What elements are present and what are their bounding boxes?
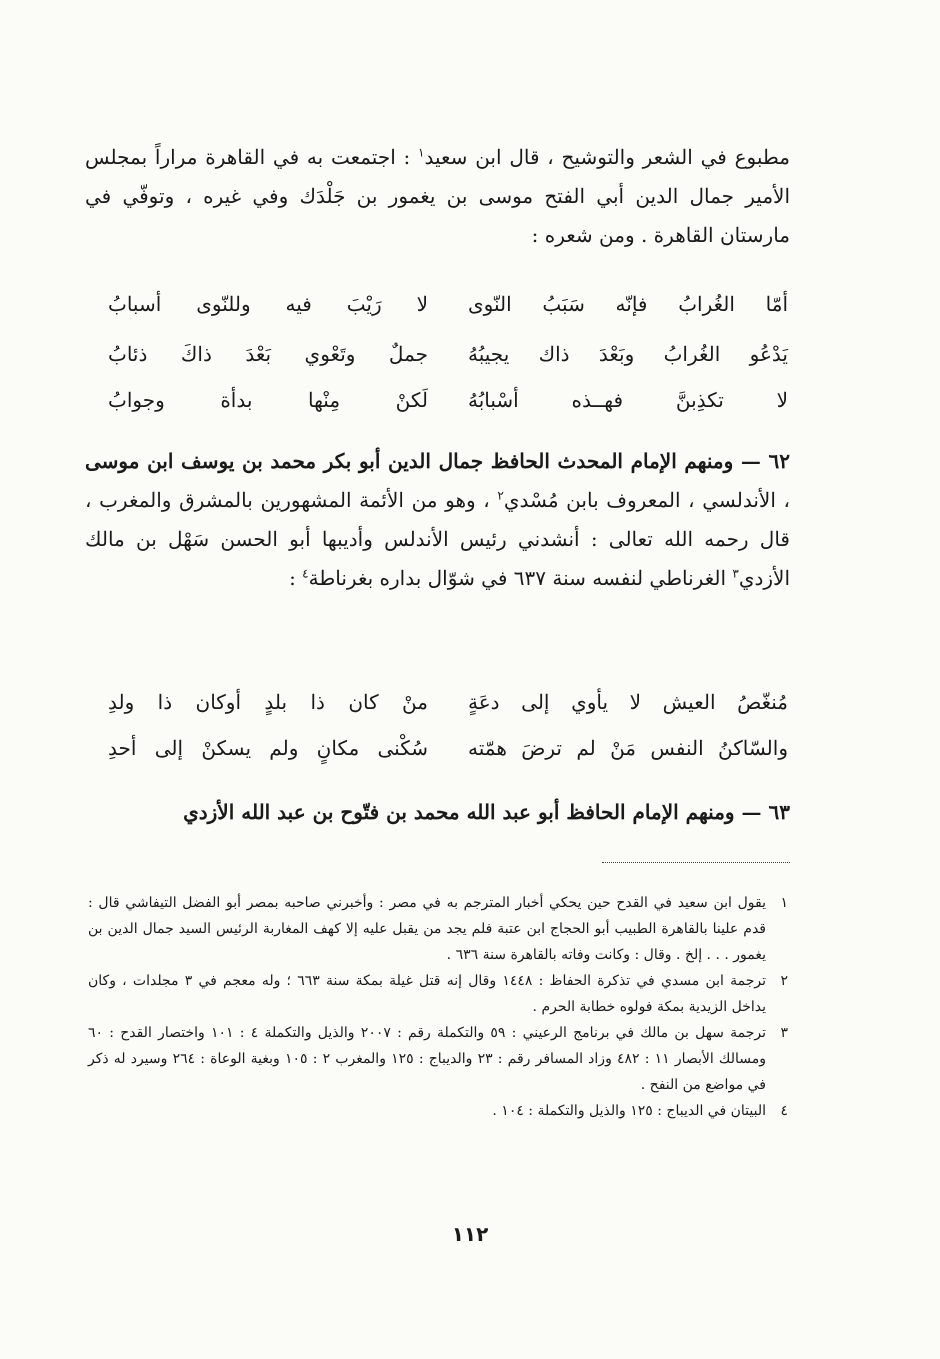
poem2-line-1 bbox=[108, 682, 788, 722]
entry-text-a: ، الأندلسي ، المعروف بابن مُسْدي bbox=[503, 488, 790, 512]
entry-62 bbox=[85, 442, 790, 598]
footnote-text: يقول ابن سعيد في القدح حين يحكي أخبار المترجم به في مصر : وأخبرني صاحبه بمصر أبو الفضل التيفاشي قال : قدم علينا بالقاهرة الطبيب أبو الحجاج ابن عتبة فلم يجد من يقبل عليه إلا كهف المغاربة الرئيس السيد جمال الدين بن يغمور . . . إلخ . وقال : وكانت وفاته بالقاهرة سنة ٦٣٦ . bbox=[88, 895, 766, 963]
page-number: ١١٢ bbox=[451, 1222, 489, 1246]
poem1-line-1 bbox=[108, 284, 788, 324]
poem1-line-2 bbox=[108, 334, 788, 374]
entry-number: ٦٣ bbox=[768, 800, 790, 824]
footnote-number: ١ bbox=[780, 895, 788, 911]
poem1-line-3 bbox=[108, 380, 788, 420]
hemistich-second: منْ كان ذا بلدٍ أوكان ذا ولدِ bbox=[108, 690, 428, 714]
footnote-2 bbox=[88, 968, 788, 1020]
footnote-number: ٤ bbox=[780, 1103, 788, 1119]
footnote-text: البيتان في الديباج : ١٢٥ والذيل والتكملة : ١٠٤ . bbox=[492, 1103, 766, 1119]
footnote-text: ترجمة ابن مسدي في تذكرة الحفاظ : ١٤٤٨ وقال إنه قتل غيلة بمكة سنة ٦٦٣ ؛ وله معجم في ٣ مجلدات ، وكان يداخل الزيدية بمكة فولوه خطابة الحرم . bbox=[88, 973, 766, 1015]
hemistich-first: أمّا الغُرابُ فإنّه سَبَبُ النّوى bbox=[468, 292, 788, 316]
intro-paragraph bbox=[85, 138, 790, 255]
entry-text-c: الغرناطي لنفسه سنة ٦٣٧ في شوّال بداره بغرناطة bbox=[308, 566, 733, 590]
footnotes bbox=[88, 890, 788, 1124]
footnote-mark-2[interactable]: ٢ bbox=[497, 488, 504, 503]
footnote-number: ٢ bbox=[780, 973, 788, 989]
entry-text-b: ، وهو من الأئمة المشهورين بالمشرق والمغرب ، قال رحمه الله تعالى : أنشدني رئيس الأندلس وأديبها أبو الحسن سَهْل بن مالك الأزدي bbox=[85, 488, 790, 590]
footnote-mark-4[interactable]: ٤ bbox=[302, 566, 309, 581]
footnote-divider bbox=[602, 862, 790, 863]
hemistich-first: لا تكذِبنَّ فهــذه أسْبابُهُ bbox=[468, 388, 788, 412]
hemistich-first: والسّاكنُ النفس مَنْ لم ترضَ همّته bbox=[468, 736, 788, 760]
hemistich-first: يَدْعُو الغُرابُ وبَعْدَ ذاك يجيبُهُ bbox=[468, 342, 788, 366]
entry-heading: — ومنهم الإمام المحدث الحافظ جمال الدين أبو بكر محمد بن يوسف ابن موسى bbox=[85, 449, 769, 473]
footnote-4 bbox=[88, 1098, 788, 1124]
entry-number: ٦٢ bbox=[768, 449, 790, 473]
footnote-1 bbox=[88, 890, 788, 968]
entry-heading: — ومنهم الإمام الحافظ أبو عبد الله محمد بن فتّوح بن عبد الله الأزدي bbox=[183, 800, 769, 824]
entry-text-d: : bbox=[289, 566, 303, 590]
footnote-mark-3[interactable]: ٣ bbox=[732, 566, 739, 581]
hemistich-second: جملٌ وتَعْوي بَعْدَ ذاكَ ذئابُ bbox=[108, 342, 428, 366]
footnote-3 bbox=[88, 1020, 788, 1098]
footnote-mark-1[interactable]: ١ bbox=[418, 145, 425, 160]
hemistich-second: سُكْنى مكانٍ ولم يسكنْ إلى أحدِ bbox=[108, 736, 428, 760]
hemistich-first: مُنغّصُ العيش لا يأوي إلى دعَةٍ bbox=[468, 690, 788, 714]
intro-text-b: : اجتمعت به في القاهرة مراراً بمجلس الأمير جمال الدين أبي الفتح موسى بن يغمور بن جَلْدَك وفي غيره ، وتوفّي في مارستان القاهرة . ومن شعره : bbox=[85, 145, 790, 247]
poem2-line-2 bbox=[108, 728, 788, 768]
hemistich-second: لَكنْ مِنْها بدأة وجوابُ bbox=[108, 388, 428, 412]
hemistich-second: لا رَيْبَ فيه وللنّوى أسبابُ bbox=[108, 292, 428, 316]
footnote-text: ترجمة سهل بن مالك في برنامج الرعيني : ٥٩ والتكملة رقم : ٢٠٠٧ والذيل والتكملة ٤ : ١٠١ واختصار القدح : ٦٠ ومسالك الأبصار ١١ : ٤٨٢ وزاد المسافر رقم : ٢٣ والديباج : ١٢٥ والمغرب ٢ : ١٠٥ وبغية الوعاة : ٢٦٤ وسيرد له ذكر في مواضع من النفح . bbox=[88, 1025, 766, 1093]
entry-63 bbox=[85, 793, 790, 832]
intro-text-a: مطبوع في الشعر والتوشيح ، قال ابن سعيد bbox=[424, 145, 791, 169]
footnote-number: ٣ bbox=[780, 1025, 788, 1041]
